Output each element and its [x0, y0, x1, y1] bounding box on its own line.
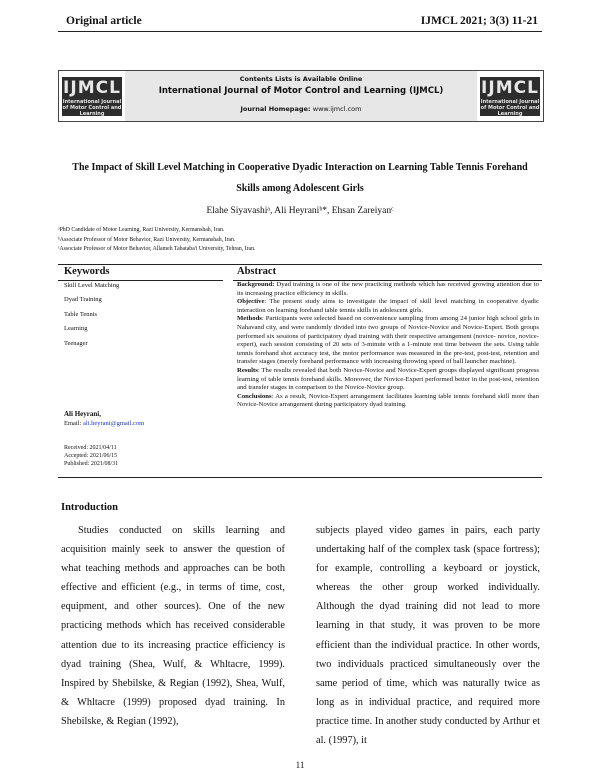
affiliation-a: ᵃPhD Candidate of Motor Learning, Razi University, Kermanshah, Iran.	[58, 227, 225, 233]
body-column-right: subjects played video games in pairs, each party undertaking half of the complex task (space fortress); for example, controlling a keyboard or joystick, whereas the other group worked individually. Although the dyad training did not lead to more learning in that study, it was proven to be more efficient than the individual practice. In other words, two individuals practiced simultaneously over the same period of time, which was naturally twice as long as in individual practice, and required more practice time. In another study conducted by Arthur et al. (1997), it	[316, 525, 540, 747]
email-link[interactable]: ali.heyrani@gmail.com	[82, 420, 145, 427]
header-rule	[58, 31, 542, 32]
corresponding-author: Ali Heyrani,	[64, 410, 101, 418]
author-list: Elahe Siyavashiᵃ, Ali Heyraniᵇ*, Ehsan Zareiyanᶜ	[206, 206, 394, 216]
homepage-link[interactable]: www.ijmcl.com	[312, 105, 362, 113]
introduction-heading: Introduction	[61, 502, 118, 513]
page-number: 11	[295, 760, 305, 770]
keyword-item: Table Tennis	[64, 311, 98, 318]
date-accepted: Accepted: 2021/06/15	[64, 453, 118, 459]
info-box-bottom-rule	[58, 477, 542, 478]
keywords-heading: Keywords	[64, 266, 110, 277]
running-header-right: IJMCL 2021; 3(3) 11-21	[420, 15, 538, 27]
article-title: The Impact of Skill Level Matching in Cooperative Dyadic Interaction on Learning Table Tennis Forehand Skills among Adolescent Girls	[72, 162, 528, 194]
keyword-item: Dyad Training	[64, 296, 102, 303]
abstract-conclusions-label: Conclusions	[237, 392, 272, 400]
keyword-item: Skill Level Matching	[64, 282, 120, 289]
abstract-heading: Abstract	[237, 266, 277, 277]
body-column-left: Studies conducted on skills learning and acquisition mainly seek to answer the question of what teaching methods and approaches can be both effective and efficient (e.g., in terms of time, cost, equipment, and other sources). One of the new practicing methods which has received considerable attention due to its increasing practice efficiency is dyad training (Shea, Wulf, & Whltacre, 1999). Inspired by Shebilske, & Regian (1992), Shea, Wulf, & Whltacre (1999) proposed dyad training. In Shebilske, & Regian (1992),	[61, 525, 285, 727]
affiliation-b: ᵇAssociate Professor of Motor Behavior, Razi University, Kermanshah, Iran.	[58, 237, 236, 243]
journal-logo-right: IJMCL International Journal of Motor Control and Learning	[480, 78, 540, 117]
corresponding-email: Email: ali.heyrani@gmail.com	[64, 420, 145, 427]
abstract-results-label: Results	[237, 366, 258, 374]
keyword-item: Learning	[64, 325, 88, 332]
info-box-top-rule	[58, 264, 542, 265]
journal-logo-left: IJMCL International Journal of Motor Control and Learning	[62, 78, 122, 117]
date-received: Received: 2021/04/11	[64, 445, 117, 451]
abstract-body: Background: Dyad training is one of the new practicing methods which has received growing attention due to its increasing practice efficiency in skills. Objective: The present study aims to investigate the impact of skill level matching in cooperative dyadic interaction on learning forehand table tennis skills in adolescent girls. Methods: Participants were selected based on convenience sampling from among 24 junior high school girls in Nahavand city, and were randomly divided into two groups of Novice-Novice and Novice-Expert. Both groups performed six sessions of participatory dyad training with their respective arrangement (novice- novice, novice- expert), each session consisting of 20 sets of 3-minute with a 1-minute rest time between the sets. Using table tennis forehand shot accuracy test, the motor performance was measured in the pre-test, post-test, retention and transfer stages (merely forehand performance with increasing throwing speed of ball launcher machine). Results: The results revealed that both Novice-Novice and Novice-Expert groups displayed significant progress learning of table tennis forehand skills. Moreover, the Novice-Expert performed better in the post-test, retention and transfer stages in comparison to the Novice-Novice group. Conclusions: As a result, Novice-Expert arrangement facilitates learning table tennis forehand skill more than Novice-Novice arrangement during participatory dyad training.	[237, 281, 539, 409]
banner-availability: Contents Lists is Available Online	[239, 75, 363, 83]
abstract-background-label: Background:	[237, 281, 275, 288]
keyword-item: Teenager	[64, 340, 88, 347]
banner-journal-name: International Journal of Motor Control and Learning (IJMCL)	[158, 86, 444, 96]
keywords-rule	[58, 280, 223, 281]
journal-banner	[58, 70, 544, 122]
banner-homepage: Journal Homepage: www.ijmcl.com	[240, 105, 362, 113]
abstract-objective-label: Objective	[237, 298, 265, 306]
affiliation-c: ᶜAssociate Professor of Motor Behavior, Allameh Tabataba'i University, Tehran, Iran.	[58, 246, 256, 252]
abstract-methods-label: Methods	[237, 315, 262, 323]
banner-center	[125, 71, 477, 121]
date-published: Published: 2021/08/31	[64, 461, 119, 467]
running-header-left: Original article	[66, 15, 142, 27]
